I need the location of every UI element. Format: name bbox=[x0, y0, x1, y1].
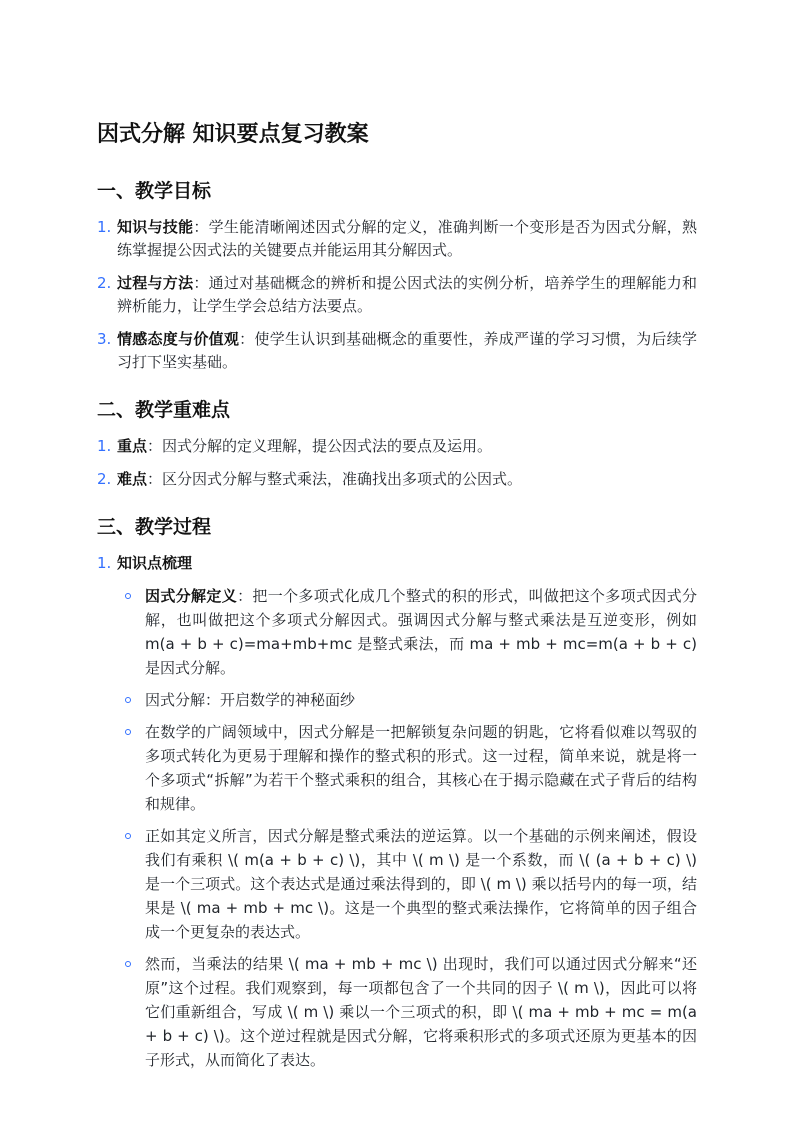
bullet-list bbox=[117, 584, 697, 1072]
section-heading: 三、教学过程 bbox=[97, 516, 212, 538]
list-item bbox=[97, 216, 697, 262]
item-text: ：区分因式分解与整式乘法，准确找出多项式的公因式。 bbox=[147, 470, 523, 488]
item-label: 知识与技能 bbox=[117, 218, 194, 236]
section-key-difficult-points bbox=[97, 396, 697, 491]
item-text: 然而，当乘法的结果 \( ma + mb + mc \) 出现时，我们可以通过因式分解来“还原”这个过程。我们观察到，每一项都包含了一个共同的因子 \( m \)，因此可以将它们重新组合，写成 \( m \) 乘以一个三项式的积，即 \( ma + mb + mc = m(a + b + c) \)。这个逆过程就是因式分解，它将乘积形式的多项式还原为更基本的因子形式，从而简化了表达。 bbox=[145, 955, 697, 1069]
bullet-marker bbox=[125, 729, 131, 735]
bullet-item bbox=[117, 688, 697, 712]
item-text: ：通过对基础概念的辨析和提公因式法的实例分析，培养学生的理解能力和辨析能力，让学生学会总结方法要点。 bbox=[117, 274, 697, 315]
list-number: 2. bbox=[97, 274, 112, 292]
numbered-list bbox=[97, 435, 697, 491]
bullet-marker bbox=[125, 593, 131, 599]
list-number: 1. bbox=[97, 554, 112, 572]
bullet-marker bbox=[125, 833, 131, 839]
section-teaching-objectives bbox=[97, 177, 697, 374]
list-item bbox=[97, 272, 697, 318]
bullet-marker bbox=[125, 961, 131, 967]
item-label: 情感态度与价值观 bbox=[117, 330, 240, 348]
section-heading: 一、教学目标 bbox=[97, 180, 212, 202]
item-text: 因式分解：开启数学的神秘面纱 bbox=[145, 691, 356, 709]
item-label: 难点 bbox=[117, 470, 148, 488]
item-label: 过程与方法 bbox=[117, 274, 194, 292]
bullet-marker bbox=[125, 697, 131, 703]
item-text: ：因式分解的定义理解，提公因式法的要点及运用。 bbox=[147, 437, 493, 455]
item-text: ：学生能清晰阐述因式分解的定义，准确判断一个变形是否为因式分解，熟练掌握提公因式法的关键要点并能运用其分解因式。 bbox=[117, 218, 697, 259]
list-number: 2. bbox=[97, 470, 112, 488]
bullet-item bbox=[117, 720, 697, 816]
bullet-item bbox=[117, 584, 697, 680]
item-label: 重点 bbox=[117, 437, 148, 455]
list-number: 1. bbox=[97, 437, 112, 455]
item-text: ：使学生认识到基础概念的重要性，养成严谨的学习习惯，为后续学习打下坚实基础。 bbox=[117, 330, 697, 371]
list-number: 3. bbox=[97, 330, 112, 348]
numbered-list bbox=[97, 216, 697, 374]
document-title: 因式分解 知识要点复习教案 bbox=[97, 122, 369, 147]
list-number: 1. bbox=[97, 218, 112, 236]
item-label: 因式分解定义 bbox=[145, 587, 238, 605]
list-item bbox=[97, 435, 697, 458]
list-item bbox=[97, 468, 697, 491]
section-teaching-process bbox=[97, 513, 697, 1072]
item-label: 知识点梳理 bbox=[117, 554, 193, 572]
item-text: ：把一个多项式化成几个整式的积的形式，叫做把这个多项式因式分解，也叫做把这个多项式分解因式。强调因式分解与整式乘法是互逆变形，例如 m(a + b + c)=ma+mb+mc 是整式乘法，而 ma + mb + mc=m(a + b + c)是因式分解。 bbox=[145, 587, 697, 677]
list-item bbox=[97, 328, 697, 374]
numbered-list bbox=[97, 552, 697, 1072]
bullet-item bbox=[117, 824, 697, 944]
item-text: 正如其定义所言，因式分解是整式乘法的逆运算。以一个基础的示例来阐述，假设我们有乘积 \( m(a + b + c) \)，其中 \( m \) 是一个系数，而 \( (a + b + c) \) 是一个三项式。这个表达式是通过乘法得到的，即 \( m \) 乘以括号内的每一项，结果是 \( ma + mb + mc \)。这是一个典型的整式乘法操作，它将简单的因子组合成一个更复杂的表达式。 bbox=[145, 827, 697, 941]
item-text: 在数学的广阔领域中，因式分解是一把解锁复杂问题的钥匙，它将看似难以驾驭的多项式转化为更易于理解和操作的整式积的形式。这一过程，简单来说，就是将一个多项式“拆解”为若干个整式乘积的组合，其核心在于揭示隐藏在式子背后的结构和规律。 bbox=[145, 723, 697, 813]
bullet-item bbox=[117, 952, 697, 1072]
list-item bbox=[97, 552, 697, 1072]
section-heading: 二、教学重难点 bbox=[97, 399, 231, 421]
